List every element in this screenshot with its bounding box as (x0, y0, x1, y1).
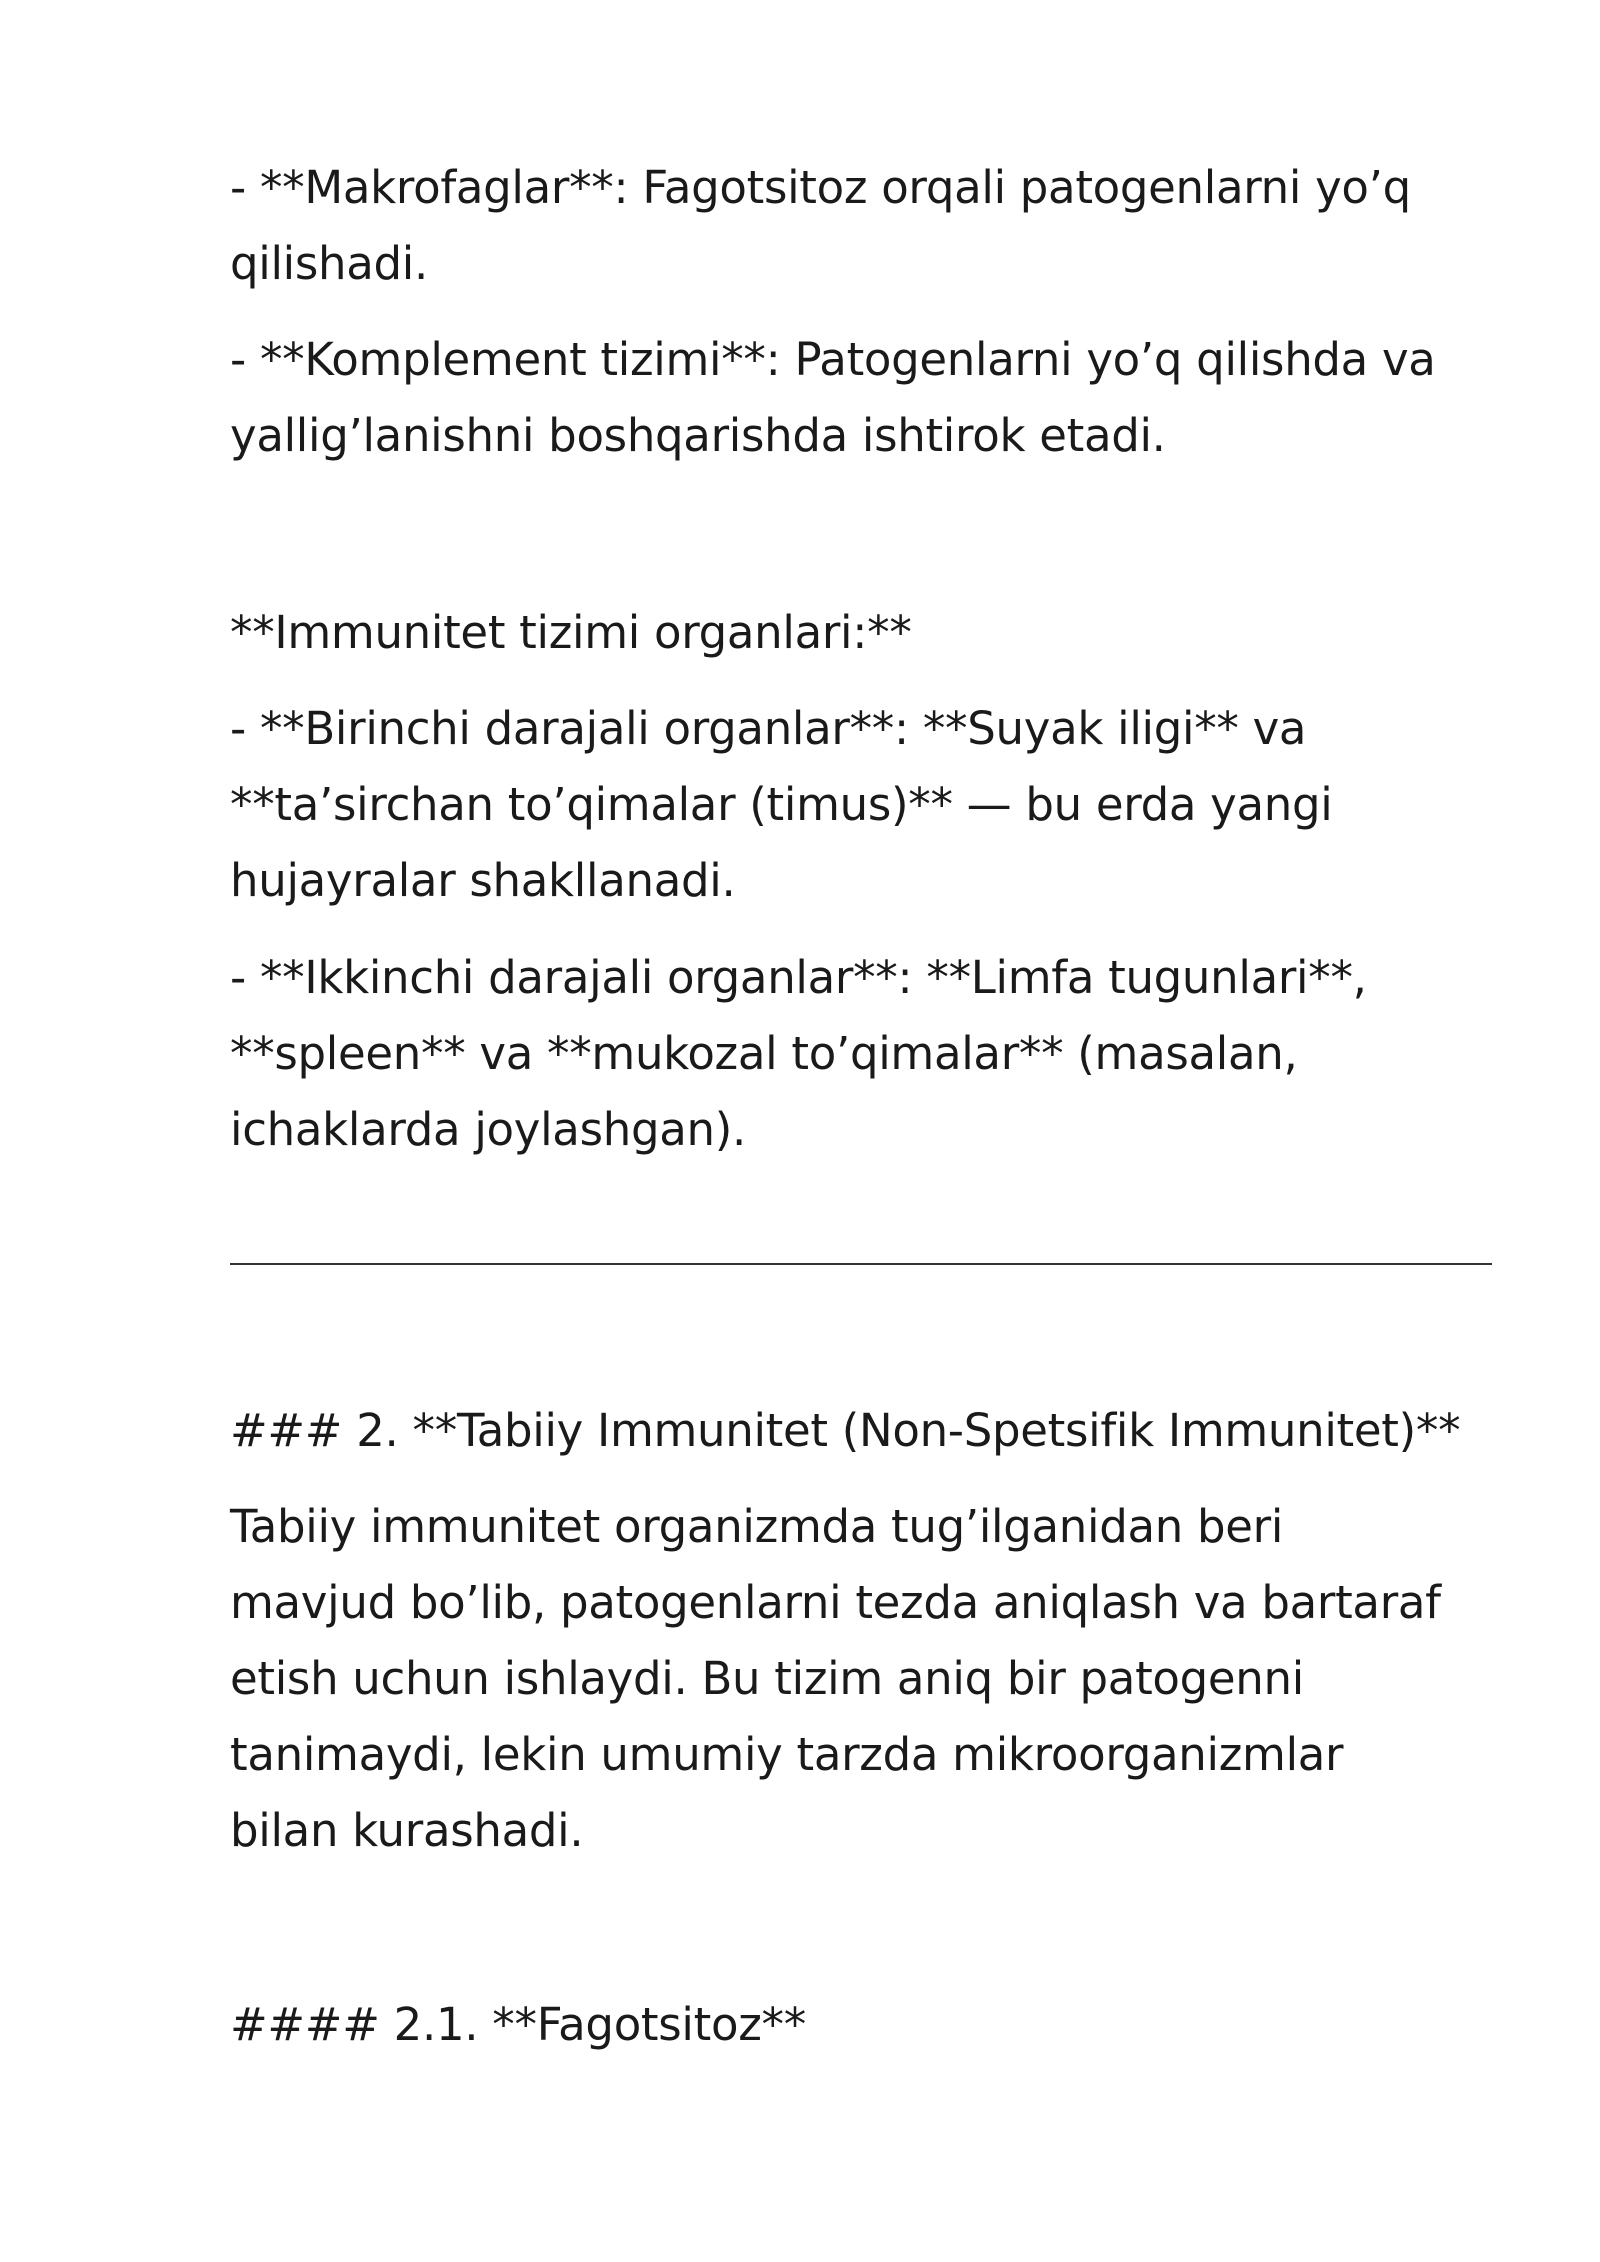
primary-organs-line-1: - **Birinchi darajali organlar**: **Suyak iligi** va (230, 702, 1307, 755)
organs-heading: **Immunitet tizimi organlari:** (230, 606, 912, 659)
secondary-organs-line-3: ichaklarda joylashgan). (230, 1103, 746, 1156)
komplement-line-1: - **Komplement tizimi**: Patogenlarni yo’q qilishda va (230, 333, 1436, 386)
section-2-paragraph-line-2: mavjud bo’lib, patogenlarni tezda aniqlash va bartaraf (230, 1576, 1441, 1629)
subsection-2-1-heading: #### 2.1. **Fagotsitoz** (230, 1998, 806, 2051)
secondary-organs-line-1: - **Ikkinchi darajali organlar**: **Limfa tugunlari**, (230, 951, 1367, 1004)
makrofaglar-line-2: qilishadi. (230, 237, 428, 290)
horizontal-divider (230, 1263, 1492, 1265)
section-2-paragraph-line-1: Tabiiy immunitet organizmda tug’ilganidan beri (230, 1500, 1284, 1553)
section-2-heading: ### 2. **Tabiiy Immunitet (Non-Spetsifik Immunitet)** (230, 1404, 1461, 1457)
primary-organs-line-2: **ta’sirchan to’qimalar (timus)** — bu erda yangi (230, 778, 1333, 831)
komplement-line-2: yallig’lanishni boshqarishda ishtirok etadi. (230, 409, 1166, 462)
section-2-paragraph-line-4: tanimaydi, lekin umumiy tarzda mikroorganizmlar (230, 1728, 1344, 1781)
makrofaglar-line-1: - **Makrofaglar**: Fagotsitoz orqali patogenlarni yo’q (230, 161, 1411, 214)
section-2-paragraph-line-5: bilan kurashadi. (230, 1804, 584, 1857)
secondary-organs-line-2: **spleen** va **mukozal to’qimalar** (masalan, (230, 1027, 1298, 1080)
section-2-paragraph-line-3: etish uchun ishlaydi. Bu tizim aniq bir patogenni (230, 1652, 1304, 1705)
document-page (230, 0, 1490, 2262)
primary-organs-line-3: hujayralar shakllanadi. (230, 854, 736, 907)
